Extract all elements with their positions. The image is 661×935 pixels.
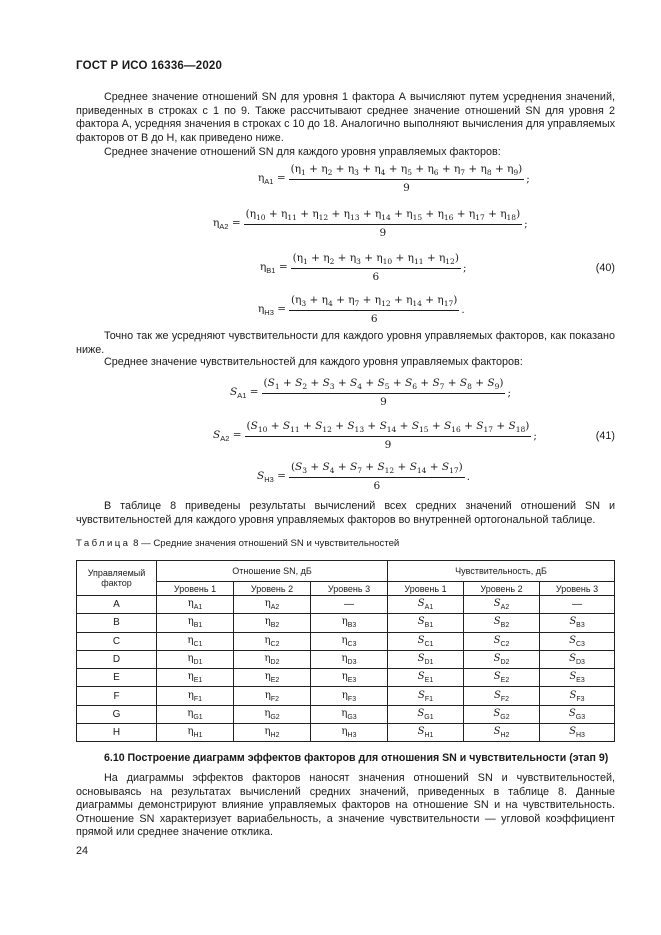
formula-denominator: 6: [373, 480, 381, 492]
paragraph-text: Точно так же усредняют чувствительности для каждого уровня управляемых факторов, как показано ниже.: [76, 330, 615, 356]
sn-level-2-cell: $\eta_{F2}$: [234, 687, 311, 705]
formula-numerator: $(S_1 + S_2 + S_3 + S_4 + S_5 + S_6 + S_7 + S_8 + S_9)$: [262, 377, 506, 394]
paragraph-effects-diagrams: [76, 772, 615, 840]
sn-level-1-cell: $\eta_{E1}$: [157, 669, 234, 687]
formula-lhs: $\eta_{A1}$ =: [258, 171, 286, 186]
formula-lhs: $\eta_{B1}$ =: [260, 260, 288, 275]
column-header-level: Уровень 3: [311, 582, 388, 596]
table-caption: Таблица 8 — Средние значения отношений SN и чувствительностей: [76, 538, 400, 549]
formula-lhs: $\eta_{H3}$ =: [258, 302, 287, 317]
factor-cell: D: [77, 650, 157, 668]
column-group-sensitivity: Чувствительность, дБ: [388, 561, 615, 582]
sensitivity-level-2-cell: $S_{D2}$: [464, 650, 540, 668]
paragraph-text: На диаграммы эффектов факторов наносят значения отношений SN и чувствительностей, основываясь на результатах вычислений средних значений, приведенных в таблице 8. Данные диаграммы демонстрируют влияние управляемых факторов на отношение SN и на чувствительность. Отношение SN характеризует вариабельность, а значение чувствительности — угловой коэффициент прямой или среднее значение отклика.: [76, 772, 615, 839]
formula-denominator: 6: [372, 271, 380, 283]
paragraph-sens-averaging: [76, 330, 615, 357]
column-header-level: Уровень 1: [388, 582, 464, 596]
table-row: [77, 596, 615, 614]
sensitivity-level-2-cell: $S_{C2}$: [464, 632, 540, 650]
formula-numerator: $(\eta_3 + \eta_4 + \eta_7 + \eta_{12} + \eta_{14} + \eta_{17})$: [289, 294, 459, 311]
table-row: [77, 650, 615, 668]
formula-s-a2: $S_{A2}$ = $\frac{(S_{10} + S_{11} + S_{12} + S_{13} + S_{14} + S_{15} + S_{16} + S_{17} + S_{18})}{9}$ ;: [213, 420, 537, 451]
formula-denominator: 9: [384, 439, 392, 451]
equation-number-40: (40): [595, 262, 615, 274]
sensitivity-level-3-cell: $S_{G3}$: [540, 705, 615, 723]
sensitivity-level-2-cell: $S_{A2}$: [464, 596, 540, 614]
formula-lhs: $\eta_{A2}$ =: [213, 216, 241, 231]
formula-lhs: $S_{H3}$ =: [257, 469, 286, 484]
sensitivity-level-2-cell: $S_{B2}$: [464, 614, 540, 632]
formula-denominator: 6: [370, 313, 378, 325]
sn-level-3-cell: $\eta_{B3}$: [311, 614, 388, 632]
sn-level-3-cell: $\eta_{E3}$: [311, 669, 388, 687]
sensitivity-level-1-cell: $S_{A1}$: [388, 596, 464, 614]
column-header-level: Уровень 3: [540, 582, 615, 596]
factor-cell: C: [77, 632, 157, 650]
sn-level-3-cell: $\eta_{F3}$: [311, 687, 388, 705]
paragraph-sn-averaging: [76, 91, 615, 145]
sensitivity-level-1-cell: $S_{G1}$: [388, 705, 464, 723]
factor-cell: H: [77, 724, 157, 742]
table-row: [77, 724, 615, 742]
sn-level-3-cell: —: [311, 596, 388, 614]
formula-eta-h3: $\eta_{H3}$ = $\frac{(\eta_3 + \eta_4 + \eta_7 + \eta_{12} + \eta_{14} + \eta_{17})}{6}$ .: [258, 294, 465, 325]
sn-level-1-cell: $\eta_{G1}$: [157, 705, 234, 723]
paragraph-text: В таблице 8 приведены результаты вычислений всех средних значений отношений SN и чувствительностей для каждого уровня управляемых факторов во внутренней ортогональной таблице.: [76, 500, 615, 526]
sn-level-1-cell: $\eta_{D1}$: [157, 650, 234, 668]
results-table-body: [77, 596, 615, 742]
sensitivity-level-1-cell: $S_{C1}$: [388, 632, 464, 650]
formula-lhs: $S_{A2}$ =: [213, 428, 242, 443]
sensitivity-level-3-cell: $S_{B3}$: [540, 614, 615, 632]
formula-s-h3: $S_{H3}$ = $\frac{(S_3 + S_4 + S_7 + S_{12} + S_{14} + S_{17})}{6}$ .: [257, 461, 471, 492]
sn-level-2-cell: $\eta_{E2}$: [234, 669, 311, 687]
paragraph-table-intro: [76, 500, 615, 527]
formula-numerator: $(\eta_1 + \eta_2 + \eta_3 + \eta_{10} + \eta_{11} + \eta_{12})$: [291, 252, 461, 269]
formula-eta-a2: $\eta_{A2}$ = $\frac{(\eta_{10} + \eta_{11} + \eta_{12} + \eta_{13} + \eta_{14} + \eta_{15} + \eta_{16} + \eta_{17} + \eta_{18})}{9}$ ;: [213, 208, 528, 239]
sn-level-1-cell: $\eta_{C1}$: [157, 632, 234, 650]
sensitivity-level-3-cell: —: [540, 596, 615, 614]
sn-level-1-cell: $\eta_{B1}$: [157, 614, 234, 632]
table-row: [77, 705, 615, 723]
sn-level-1-cell: $\eta_{H1}$: [157, 724, 234, 742]
formula-eta-a1: $\eta_{A1}$ = $\frac{(\eta_1 + \eta_2 + \eta_3 + \eta_4 + \eta_5 + \eta_6 + \eta_7 + \eta_8 + \eta_9)}{9}$ ;: [258, 163, 530, 194]
paragraph-sens-intro: Среднее значение чувствительностей для каждого уровня управляемых факторов:: [104, 356, 523, 368]
formula-eta-b1: $\eta_{B1}$ = $\frac{(\eta_1 + \eta_2 + \eta_3 + \eta_{10} + \eta_{11} + \eta_{12})}{6}$ ;: [260, 252, 467, 283]
formula-s-a1: $S_{A1}$ = $\frac{(S_1 + S_2 + S_3 + S_4 + S_5 + S_6 + S_7 + S_8 + S_9)}{9}$ ;: [230, 377, 512, 408]
table-row: [77, 632, 615, 650]
paragraph-text: Среднее значение отношений SN для уровня 1 фактора А вычисляют путем усреднения значений, приведенных в строках с 1 по 9. Также рассчитывают среднее значение отношений SN для уровня 2 фактора А, усредняя значения в строках с 10 до 18. Аналогично выполняют вычисления для управляемых факторов от В до Н, как приведено ниже.: [76, 91, 615, 144]
document-header: ГОСТ Р ИСО 16336—2020: [76, 60, 223, 72]
factor-cell: G: [77, 705, 157, 723]
column-header-level: Уровень 2: [464, 582, 540, 596]
sn-level-1-cell: $\eta_{A1}$: [157, 596, 234, 614]
sensitivity-level-1-cell: $S_{B1}$: [388, 614, 464, 632]
sensitivity-level-1-cell: $S_{F1}$: [388, 687, 464, 705]
column-header-level: Уровень 2: [234, 582, 311, 596]
section-heading: 6.10 Построение диаграмм эффектов факторов для отношения SN и чувствительности (этап 9): [104, 752, 609, 764]
column-group-sn: Отношение SN, дБ: [157, 561, 388, 582]
page-number: 24: [76, 845, 89, 857]
sn-level-2-cell: $\eta_{H2}$: [234, 724, 311, 742]
factor-cell: F: [77, 687, 157, 705]
column-header-factor: Управляемый фактор: [77, 561, 157, 596]
sensitivity-level-3-cell: $S_{C3}$: [540, 632, 615, 650]
factor-cell: A: [77, 596, 157, 614]
sensitivity-level-2-cell: $S_{H2}$: [464, 724, 540, 742]
sn-level-2-cell: $\eta_{B2}$: [234, 614, 311, 632]
table-row: [77, 687, 615, 705]
paragraph-sn-intro: Среднее значение отношений SN для каждого уровня управляемых факторов:: [104, 146, 501, 158]
sensitivity-level-3-cell: $S_{F3}$: [540, 687, 615, 705]
sensitivity-level-3-cell: $S_{E3}$: [540, 669, 615, 687]
sn-level-2-cell: $\eta_{D2}$: [234, 650, 311, 668]
results-table: [76, 560, 615, 742]
sn-level-3-cell: $\eta_{C3}$: [311, 632, 388, 650]
sensitivity-level-1-cell: $S_{E1}$: [388, 669, 464, 687]
table-row: [77, 669, 615, 687]
sensitivity-level-3-cell: $S_{D3}$: [540, 650, 615, 668]
sn-level-2-cell: $\eta_{G2}$: [234, 705, 311, 723]
factor-cell: B: [77, 614, 157, 632]
column-header-level: Уровень 1: [157, 582, 234, 596]
sensitivity-level-1-cell: $S_{D1}$: [388, 650, 464, 668]
sensitivity-level-2-cell: $S_{G2}$: [464, 705, 540, 723]
formula-numerator: $(\eta_1 + \eta_2 + \eta_3 + \eta_4 + \eta_5 + \eta_6 + \eta_7 + \eta_8 + \eta_9)$: [289, 163, 525, 180]
sn-level-2-cell: $\eta_{C2}$: [234, 632, 311, 650]
table-row: [77, 614, 615, 632]
sn-level-2-cell: $\eta_{A2}$: [234, 596, 311, 614]
formula-numerator: $(S_{10} + S_{11} + S_{12} + S_{13} + S_{14} + S_{15} + S_{16} + S_{17} + S_{18})$: [245, 420, 532, 437]
formula-numerator: $(\eta_{10} + \eta_{11} + \eta_{12} + \eta_{13} + \eta_{14} + \eta_{15} + \eta_{16} + \eta_{17} + \eta_{18})$: [244, 208, 523, 225]
sensitivity-level-2-cell: $S_{E2}$: [464, 669, 540, 687]
formula-denominator: 9: [403, 182, 410, 194]
sensitivity-level-2-cell: $S_{F2}$: [464, 687, 540, 705]
formula-numerator: $(S_3 + S_4 + S_7 + S_{12} + S_{14} + S_{17})$: [289, 461, 465, 478]
sn-level-3-cell: $\eta_{H3}$: [311, 724, 388, 742]
sensitivity-level-3-cell: $S_{H3}$: [540, 724, 615, 742]
formula-denominator: 9: [379, 227, 387, 239]
equation-number-41: (41): [595, 430, 615, 442]
sn-level-1-cell: $\eta_{F1}$: [157, 687, 234, 705]
sn-level-3-cell: $\eta_{G3}$: [311, 705, 388, 723]
sn-level-3-cell: $\eta_{D3}$: [311, 650, 388, 668]
formula-lhs: $S_{A1}$ =: [230, 385, 259, 400]
sensitivity-level-1-cell: $S_{H1}$: [388, 724, 464, 742]
factor-cell: E: [77, 669, 157, 687]
formula-denominator: 9: [380, 396, 387, 408]
